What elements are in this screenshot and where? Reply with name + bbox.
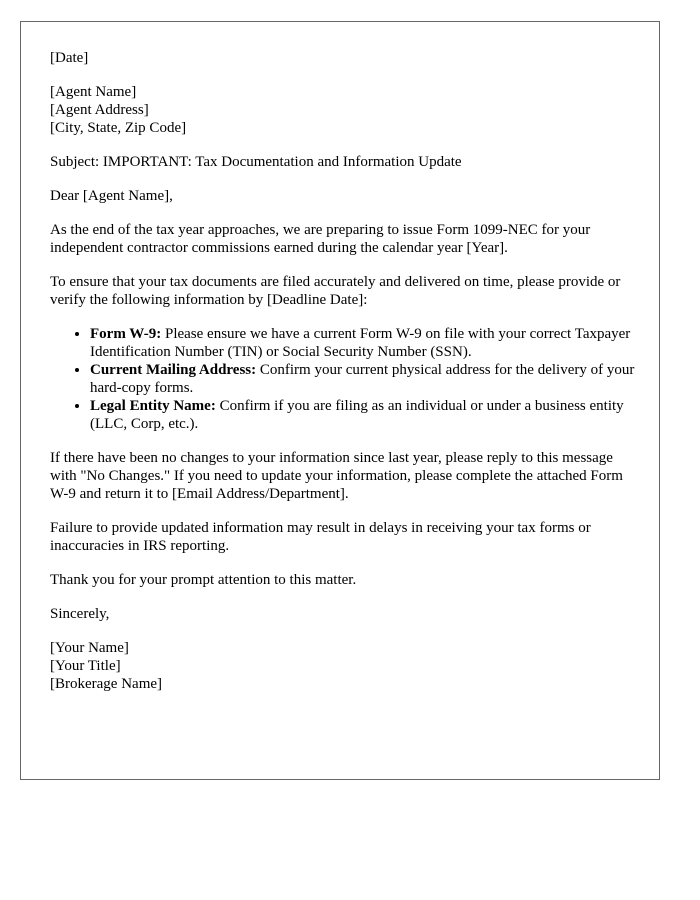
letter-body — [50, 49, 640, 709]
signature-block — [50, 639, 640, 693]
warning-paragraph: Failure to provide updated information may result in delays in receiving your tax forms or inaccuracies in IRS reporting. — [50, 520, 591, 554]
thanks-paragraph: Thank you for your prompt attention to this matter. — [50, 572, 357, 588]
requirements-list — [50, 325, 640, 433]
signature-name: [Your Name] — [50, 640, 129, 656]
letter-page — [20, 21, 660, 780]
list-item — [90, 325, 640, 361]
requirement-text: Confirm your current physical address for the delivery of your hard-copy forms. — [90, 362, 635, 396]
request-paragraph: To ensure that your tax documents are filed accurately and delivered on time, please provide or verify the following information by [Deadline Date]: — [50, 274, 621, 308]
requirement-text: Confirm if you are filing as an individual or under a business entity (LLC, Corp, etc.). — [90, 398, 624, 432]
signature-title: [Your Title] — [50, 658, 121, 674]
requirement-text: Please ensure we have a current Form W-9 on file with your correct Taxpayer Identification Number (TIN) or Social Security Number (SSN). — [90, 326, 631, 360]
salutation: Dear [Agent Name], — [50, 188, 173, 204]
recipient-block — [50, 83, 640, 137]
requirement-label: Form W-9: — [90, 326, 162, 342]
intro-paragraph: As the end of the tax year approaches, we are preparing to issue Form 1099-NEC for your independent contractor commissions earned during the calendar year [Year]. — [50, 222, 591, 256]
list-item — [90, 361, 640, 397]
changes-paragraph: If there have been no changes to your information since last year, please reply to this message with "No Changes." If you need to update your information, please complete the attached Form W-9 and return it to [Email Address/Department]. — [50, 450, 623, 502]
letter-subject: Subject: IMPORTANT: Tax Documentation and Information Update — [50, 154, 462, 170]
signature-brokerage: [Brokerage Name] — [50, 676, 163, 692]
letter-date: [Date] — [50, 50, 89, 66]
requirement-label: Legal Entity Name: — [90, 398, 216, 414]
recipient-city-state-zip: [City, State, Zip Code] — [50, 120, 187, 136]
closing: Sincerely, — [50, 606, 110, 622]
recipient-name: [Agent Name] — [50, 84, 137, 100]
requirement-label: Current Mailing Address: — [90, 362, 257, 378]
recipient-address: [Agent Address] — [50, 102, 149, 118]
list-item — [90, 397, 640, 433]
